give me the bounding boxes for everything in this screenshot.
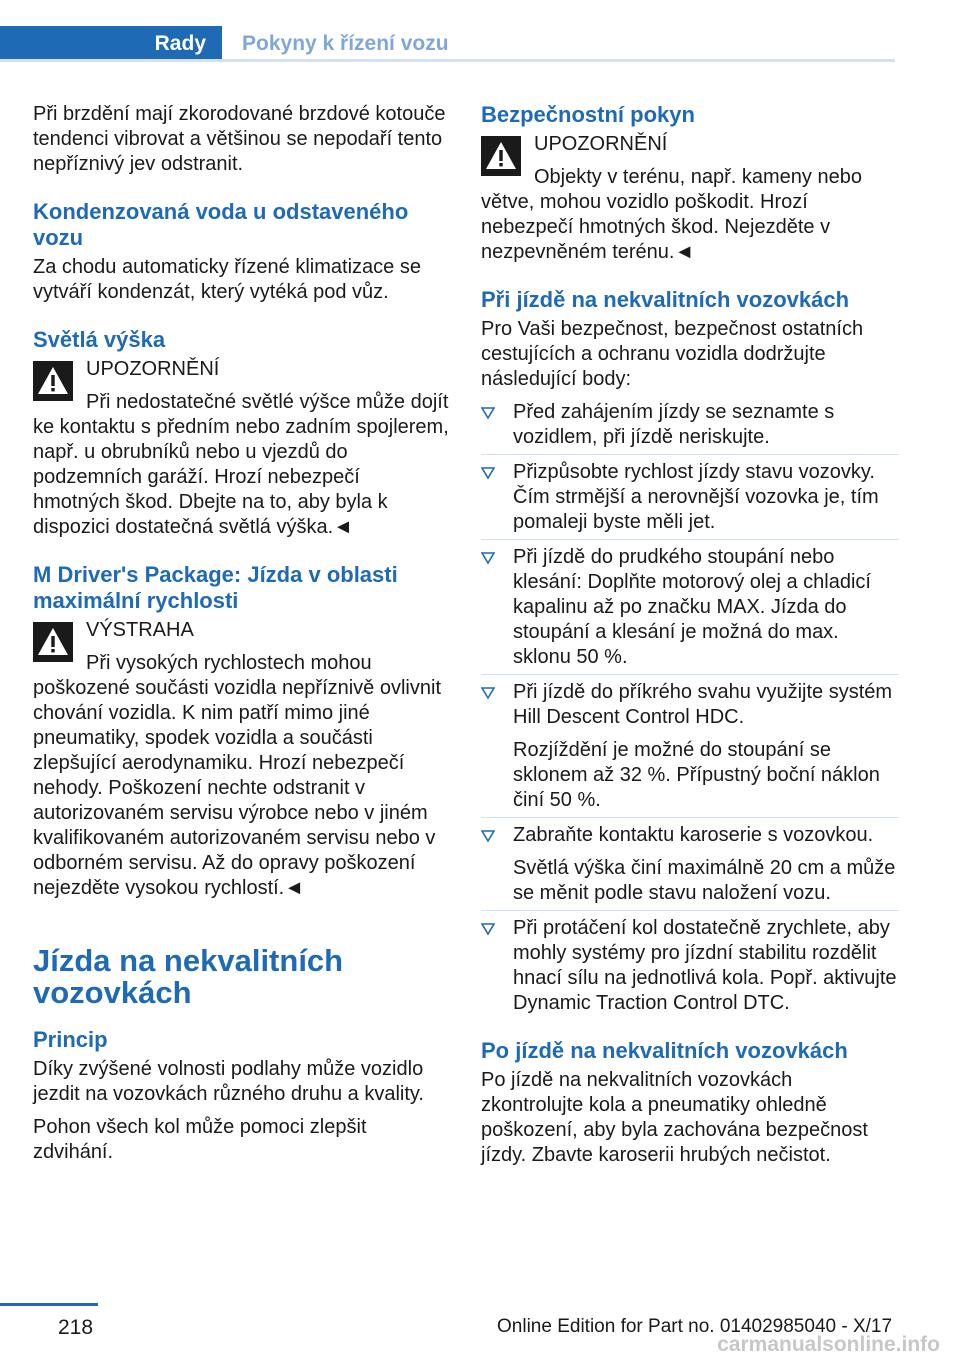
principle-paragraph-1: Díky zvýšené volnosti podlahy může vozidlo jezdit na vozovkách různého druhu a kvality. xyxy=(33,1058,424,1105)
mdriver-heading: M Driver's Package: Jízda v oblasti maximální rychlosti xyxy=(33,562,398,613)
watermark: carmanualsonline.info xyxy=(717,1333,940,1356)
list-separator xyxy=(481,817,899,818)
list-item xyxy=(481,400,899,450)
mdriver-warning-text: Při vysokých rychlostech mohou poškozené součásti vozidla nepříznivě ovlivnit chování vozidla. K nim patří mimo jiné pneumatiky, spodek vozidla a součásti zlepšující aerodynamiku. Hrozí nebezpečí nehody. Poškození nechte odstranit v autorizovaném servisu výrobce nebo v jiném kvalifikovaném autorizovaném servisu nebo v odborném servisu. Až do opravy poškození nejezděte vysokou rychlostí.◄ xyxy=(33,652,441,899)
footer-rule xyxy=(0,1303,98,1306)
list-item-text: Při jízdě do prudkého stoupání nebo klesání: Doplňte motorový olej a chladicí kapalinu až po značku MAX. Jízda do stoupání a klesání je možná do max. sklonu 50 %. xyxy=(513,546,871,668)
list-separator xyxy=(481,674,899,675)
list-item xyxy=(481,680,899,813)
list-item xyxy=(481,460,899,535)
mdriver-warning xyxy=(33,618,451,901)
header-rule xyxy=(0,59,895,62)
bullet-list xyxy=(481,400,899,1016)
list-item-text: Zabraňte kontaktu karoserie s vozovkou. xyxy=(513,824,874,846)
mdriver-warning-label: VÝSTRAHA xyxy=(86,619,194,641)
after-paragraph: Po jízdě na nekvalitních vozovkách zkontrolujte kola a pneumatiky ohledně poškození, aby byla zachována bezpečnost jízdy. Zbavte karoserii hrubých nečistot. xyxy=(481,1069,868,1166)
triangle-bullet-icon xyxy=(481,686,495,700)
chapter-header xyxy=(0,26,895,62)
list-item xyxy=(481,916,899,1016)
clearance-warning-label: UPOZORNĚNÍ xyxy=(86,358,220,380)
safety-warning-label: UPOZORNĚNÍ xyxy=(534,133,668,155)
tab-pokyny[interactable]: Pokyny k řízení vozu xyxy=(242,32,449,55)
triangle-bullet-icon xyxy=(481,466,495,480)
list-item-text: Při jízdě do příkrého svahu využijte systém Hill Descent Control HDC. xyxy=(513,681,893,728)
condensate-heading: Kondenzovaná voda u odstaveného vozu xyxy=(33,199,409,250)
list-separator xyxy=(481,910,899,911)
left-column xyxy=(33,102,451,1173)
list-item-extra: Rozjíždění je možné do stoupání se sklonem až 32 %. Přípustný boční náklon činí 50 %. xyxy=(513,739,880,811)
list-item-extra: Světlá výška činí maximálně 20 cm a může se měnit podle stavu naložení vozu. xyxy=(513,857,896,904)
list-item xyxy=(481,545,899,670)
principle-paragraph-2: Pohon všech kol může pomoci zlepšit zdvihání. xyxy=(33,1116,367,1163)
condensate-paragraph: Za chodu automaticky řízené klimatizace se vytváří kondenzát, který vytéká pod vůz. xyxy=(33,256,421,303)
list-item-text: Před zahájením jízdy se seznamte s vozidlem, při jízdě neriskujte. xyxy=(513,401,835,448)
safety-warning xyxy=(481,132,899,265)
edition-info: Online Edition for Part no. 01402985040 - X/17 xyxy=(497,1316,893,1337)
list-separator xyxy=(481,454,899,455)
clearance-warning-text: Při nedostatečné světlé výšce může dojít ke kontaktu s předním nebo zadním spojlerem, např. u obrubníků nebo u vjezdů do podzemních garáží. Hrozí nebezpečí hmotných škod. Dbejte na to, aby byla k dispozici dostatečná světlá výška.◄ xyxy=(33,391,449,538)
tab-rady[interactable]: Rady xyxy=(0,26,222,62)
clearance-warning xyxy=(33,357,451,540)
during-heading: Při jízdě na nekvalitních vozovkách xyxy=(481,287,850,312)
principle-heading: Princip xyxy=(33,1027,108,1052)
list-item xyxy=(481,823,899,906)
warning-triangle-icon xyxy=(33,361,73,401)
during-paragraph: Pro Vaši bezpečnost, bezpečnost ostatních cestujících a ochranu vozidla dodržujte následující body: xyxy=(481,318,864,390)
chapter-title: Jízda na nekvalitních vozovkách xyxy=(33,943,344,1010)
triangle-bullet-icon xyxy=(481,406,495,420)
warning-triangle-icon xyxy=(33,622,73,662)
warning-triangle-icon xyxy=(481,136,521,176)
right-column xyxy=(481,102,899,1176)
intro-paragraph: Při brzdění mají zkorodované brzdové kotouče tendenci vibrovat a většinou se nepodaří tento nepříznivý jev odstranit. xyxy=(33,103,446,175)
clearance-heading: Světlá výška xyxy=(33,327,166,352)
page-number: 218 xyxy=(58,1316,94,1339)
safety-warning-text: Objekty v terénu, např. kameny nebo větve, mohou vozidlo poškodit. Hrozí nebezpečí hmotných škod. Nejezděte v nezpevněném terénu.◄ xyxy=(481,166,862,263)
list-item-text: Přizpůsobte rychlost jízdy stavu vozovky. Čím strmější a nerovnější vozovka je, tím pomaleji byste měli jet. xyxy=(513,461,879,533)
safety-heading: Bezpečnostní pokyn xyxy=(481,102,695,127)
list-item-text: Při protáčení kol dostatečně zrychlete, aby mohly systémy pro jízdní stabilitu rozdělit hnací sílu na jednotlivá kola. Popř. aktivujte Dynamic Traction Control DTC. xyxy=(513,917,897,1014)
triangle-bullet-icon xyxy=(481,922,495,936)
list-separator xyxy=(481,539,899,540)
triangle-bullet-icon xyxy=(481,551,495,565)
after-heading: Po jízdě na nekvalitních vozovkách xyxy=(481,1038,848,1063)
triangle-bullet-icon xyxy=(481,829,495,843)
